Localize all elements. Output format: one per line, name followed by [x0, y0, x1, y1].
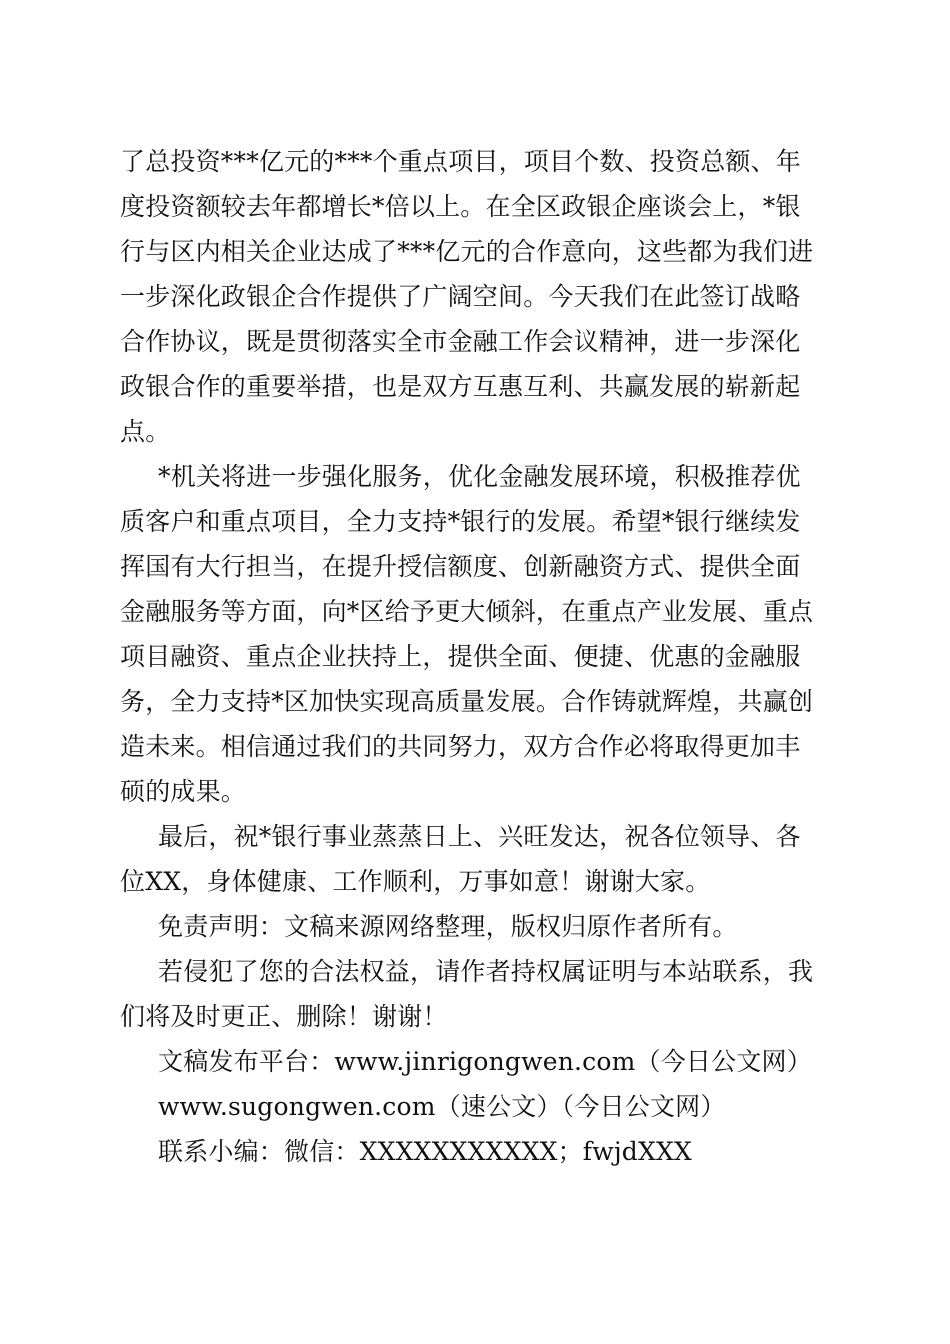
text-line: 了总投资***亿元的***个重点项目，项目个数、投资总额、年 — [120, 147, 802, 176]
text-line: 最后，祝*银行事业蒸蒸日上、兴旺发达，祝各位领导、各 — [158, 822, 801, 851]
paragraph-platform-url — [120, 1084, 825, 1129]
document-body — [120, 139, 825, 1174]
text-line: 免责声明：文稿来源网络整理，版权归原作者所有。 — [158, 912, 738, 941]
text-line: 合作协议，既是贯彻落实全市金融工作会议精神，进一步深化 — [120, 327, 801, 356]
text-line: 硕的成果。 — [120, 777, 247, 806]
text-line: 金融服务等方面，向*区给予更大倾斜，在重点产业发展、重点 — [120, 597, 814, 626]
text-line: 位XX，身体健康、工作顺利，万事如意！谢谢大家。 — [120, 867, 711, 896]
text-line: 务，全力支持*区加快实现高质量发展。合作铸就辉煌，共赢创 — [120, 687, 814, 716]
text-line: 若侵犯了您的合法权益，请作者持权属证明与本站联系，我 — [158, 957, 814, 986]
text-line: 一步深化政银企合作提供了广阔空间。今天我们在此签订战略 — [120, 282, 801, 311]
text-line: www.sugongwen.com（速公文）（今日公文网） — [158, 1092, 726, 1121]
text-line: *机关将进一步强化服务，优化金融发展环境，积极推荐优 — [158, 462, 801, 491]
text-line: 点。 — [120, 417, 171, 446]
text-line: 们将及时更正、删除！谢谢！ — [120, 1002, 448, 1031]
text-line: 文稿发布平台：www.jinrigongwen.com（今日公文网） — [158, 1047, 812, 1076]
paragraph-publish-platform — [120, 1039, 825, 1084]
text-line: 行与区内相关企业达成了***亿元的合作意向，这些都为我们进 — [120, 237, 814, 266]
text-line: 造未来。相信通过我们的共同努力，双方合作必将取得更加丰 — [120, 732, 801, 761]
text-line: 联系小编：微信：XXXXXXXXXXX；fwjdXXX — [158, 1137, 692, 1166]
paragraph-contact — [120, 1129, 825, 1174]
text-line: 项目融资、重点企业扶持上，提供全面、便捷、优惠的金融服 — [120, 642, 801, 671]
paragraph-disclaimer — [120, 904, 825, 949]
paragraph-service-commitment — [120, 454, 825, 814]
text-line: 度投资额较去年都增长*倍以上。在全区政银企座谈会上，*银 — [120, 192, 801, 221]
text-line: 质客户和重点项目，全力支持*银行的发展。希望*银行继续发 — [120, 507, 801, 536]
paragraph-infringement-notice — [120, 949, 825, 1039]
paragraph-cooperation-intro — [120, 139, 825, 454]
text-line: 政银合作的重要举措，也是双方互惠互利、共赢发展的崭新起 — [120, 372, 801, 401]
text-line: 挥国有大行担当，在提升授信额度、创新融资方式、提供全面 — [120, 552, 801, 581]
paragraph-closing-wishes — [120, 814, 825, 904]
